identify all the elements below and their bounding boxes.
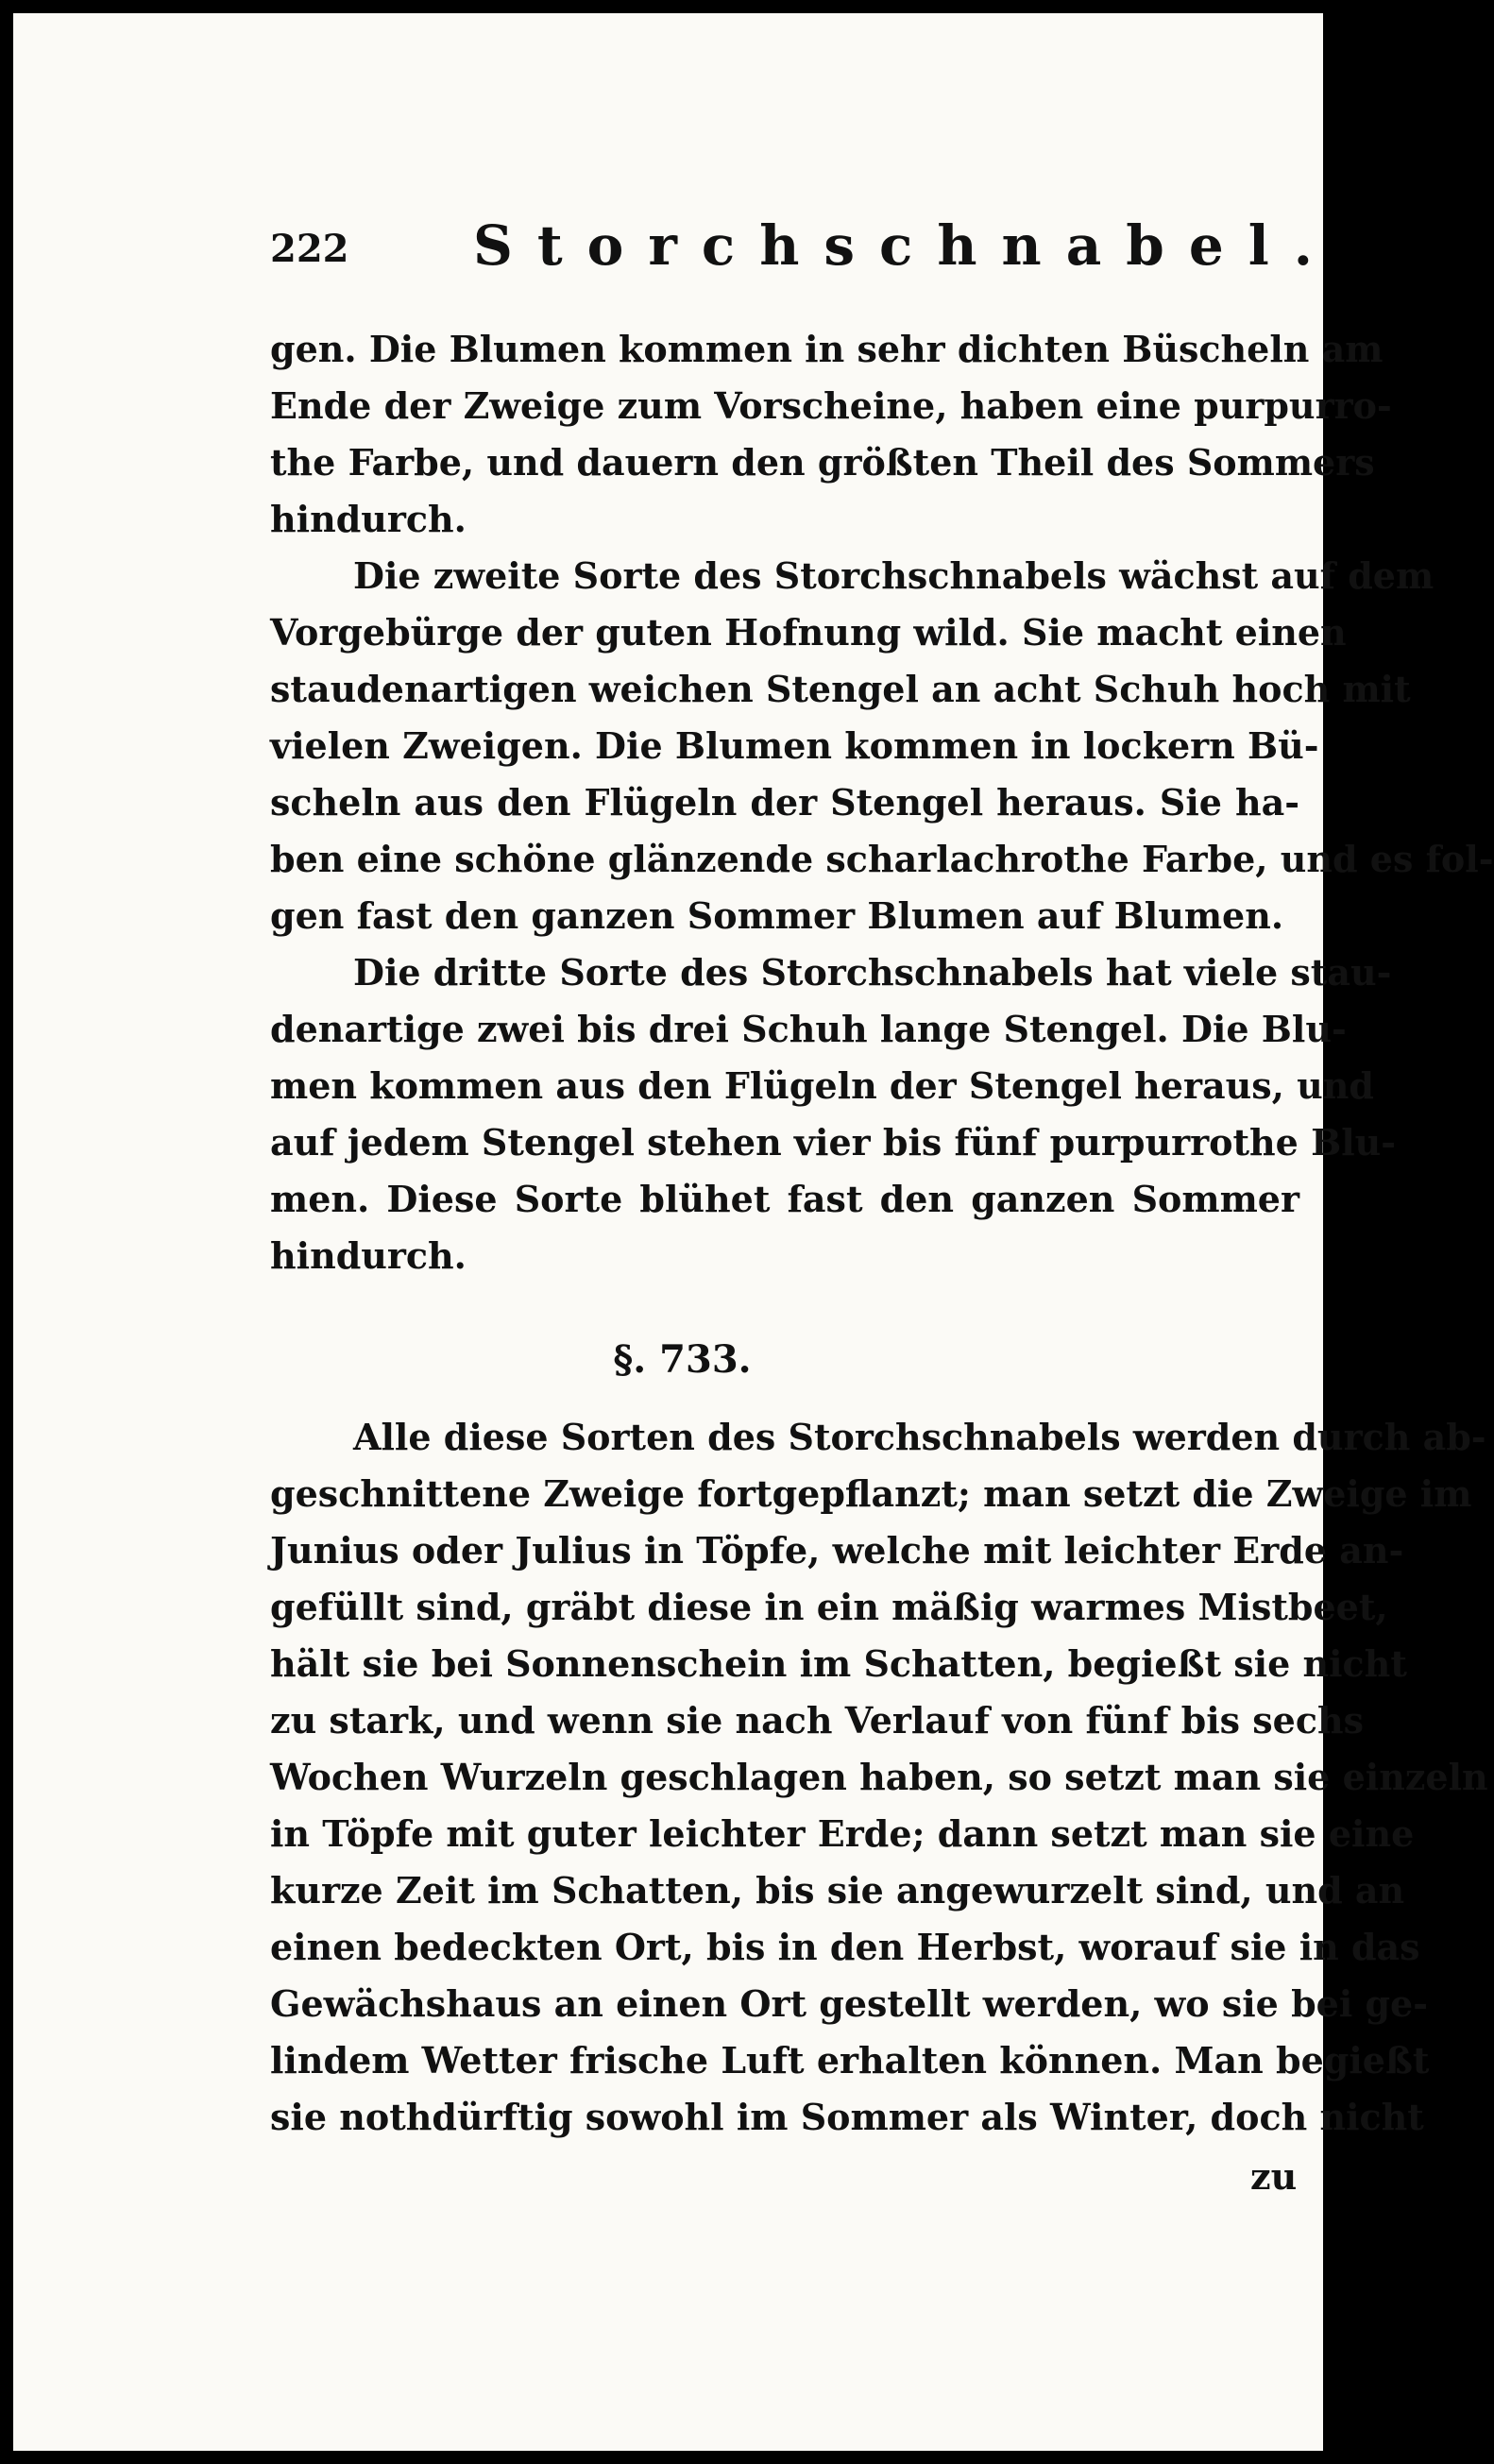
text-line: gefüllt sind, gräbt diese in ein mäßig warmes Mistbeet, bbox=[270, 1586, 1388, 1628]
text-line: the Farbe, und dauern den größten Theil des Sommers bbox=[270, 441, 1375, 484]
text-line: Die zweite Sorte des Storchschnabels wächst auf dem bbox=[353, 554, 1435, 597]
text-line: gen fast den ganzen Sommer Blumen auf Blumen. bbox=[270, 894, 1284, 937]
text-line: hält sie bei Sonnenschein im Schatten, begießt sie nicht bbox=[270, 1642, 1407, 1685]
text-line: in Töpfe mit guter leichter Erde; dann setzt man sie eine bbox=[270, 1812, 1415, 1855]
paragraph bbox=[270, 548, 1494, 944]
running-title: Storchschnabel. bbox=[473, 213, 1337, 278]
text-line: Wochen Wurzeln geschlagen haben, so setzt man sie einzeln bbox=[270, 1756, 1488, 1798]
text-line: Alle diese Sorten des Storchschnabels werden durch ab- bbox=[353, 1416, 1486, 1458]
text-line: men. Diese Sorte blühet fast den ganzen Sommer bbox=[270, 1178, 1299, 1220]
text-line: Gewächshaus an einen Ort gestellt werden, wo sie bei ge- bbox=[270, 1982, 1429, 2025]
text-line: ben eine schöne glänzende scharlachrothe Farbe, und es fol- bbox=[270, 838, 1494, 880]
paragraph bbox=[270, 944, 1397, 1284]
text-line: hindurch. bbox=[270, 1234, 467, 1277]
text-line: gen. Die Blumen kommen in sehr dichten Büscheln am bbox=[270, 328, 1384, 370]
text-block-upper bbox=[270, 321, 1494, 1284]
text-line: vielen Zweigen. Die Blumen kommen in lockern Bü- bbox=[270, 724, 1319, 767]
catchword: zu bbox=[1250, 2155, 1298, 2198]
text-line: hindurch. bbox=[270, 498, 467, 540]
text-line: Vorgebürge der guten Hofnung wild. Sie macht einen bbox=[270, 611, 1347, 654]
text-line: scheln aus den Flügeln der Stengel heraus. Sie ha- bbox=[270, 781, 1299, 824]
page-number: 222 bbox=[270, 227, 349, 271]
text-line: Ende der Zweige zum Vorscheine, haben eine purpurro- bbox=[270, 384, 1392, 427]
text-line: Die dritte Sorte des Storchschnabels hat viele stau- bbox=[353, 951, 1392, 994]
text-line: auf jedem Stengel stehen vier bis fünf purpurrothe Blu- bbox=[270, 1121, 1397, 1164]
text-line: einen bedeckten Ort, bis in den Herbst, worauf sie in das bbox=[270, 1926, 1420, 1968]
text-line: lindem Wetter frische Luft erhalten können. Man begießt bbox=[270, 2039, 1430, 2082]
text-line: zu stark, und wenn sie nach Verlauf von fünf bis sechs bbox=[270, 1699, 1364, 1742]
text-line: kurze Zeit im Schatten, bis sie angewurzelt sind, und an bbox=[270, 1869, 1405, 1912]
section-heading: §. 733. bbox=[613, 1337, 752, 1382]
paragraph bbox=[270, 1409, 1488, 2146]
text-line: staudenartigen weichen Stengel an acht Schuh hoch mit bbox=[270, 668, 1411, 710]
text-line: Junius oder Julius in Töpfe, welche mit leichter Erde an- bbox=[270, 1529, 1404, 1572]
book-page bbox=[13, 13, 1494, 2451]
text-line: geschnittene Zweige fortgepflanzt; man setzt die Zweige im bbox=[270, 1472, 1472, 1515]
paragraph bbox=[270, 321, 1392, 548]
text-line: men kommen aus den Flügeln der Stengel heraus, und bbox=[270, 1064, 1374, 1107]
text-line: sie nothdürftig sowohl im Sommer als Winter, doch nicht bbox=[270, 2096, 1424, 2138]
page-header bbox=[270, 213, 1337, 281]
text-block-lower bbox=[270, 1409, 1488, 2146]
text-line: denartige zwei bis drei Schuh lange Stengel. Die Blu- bbox=[270, 1008, 1347, 1050]
